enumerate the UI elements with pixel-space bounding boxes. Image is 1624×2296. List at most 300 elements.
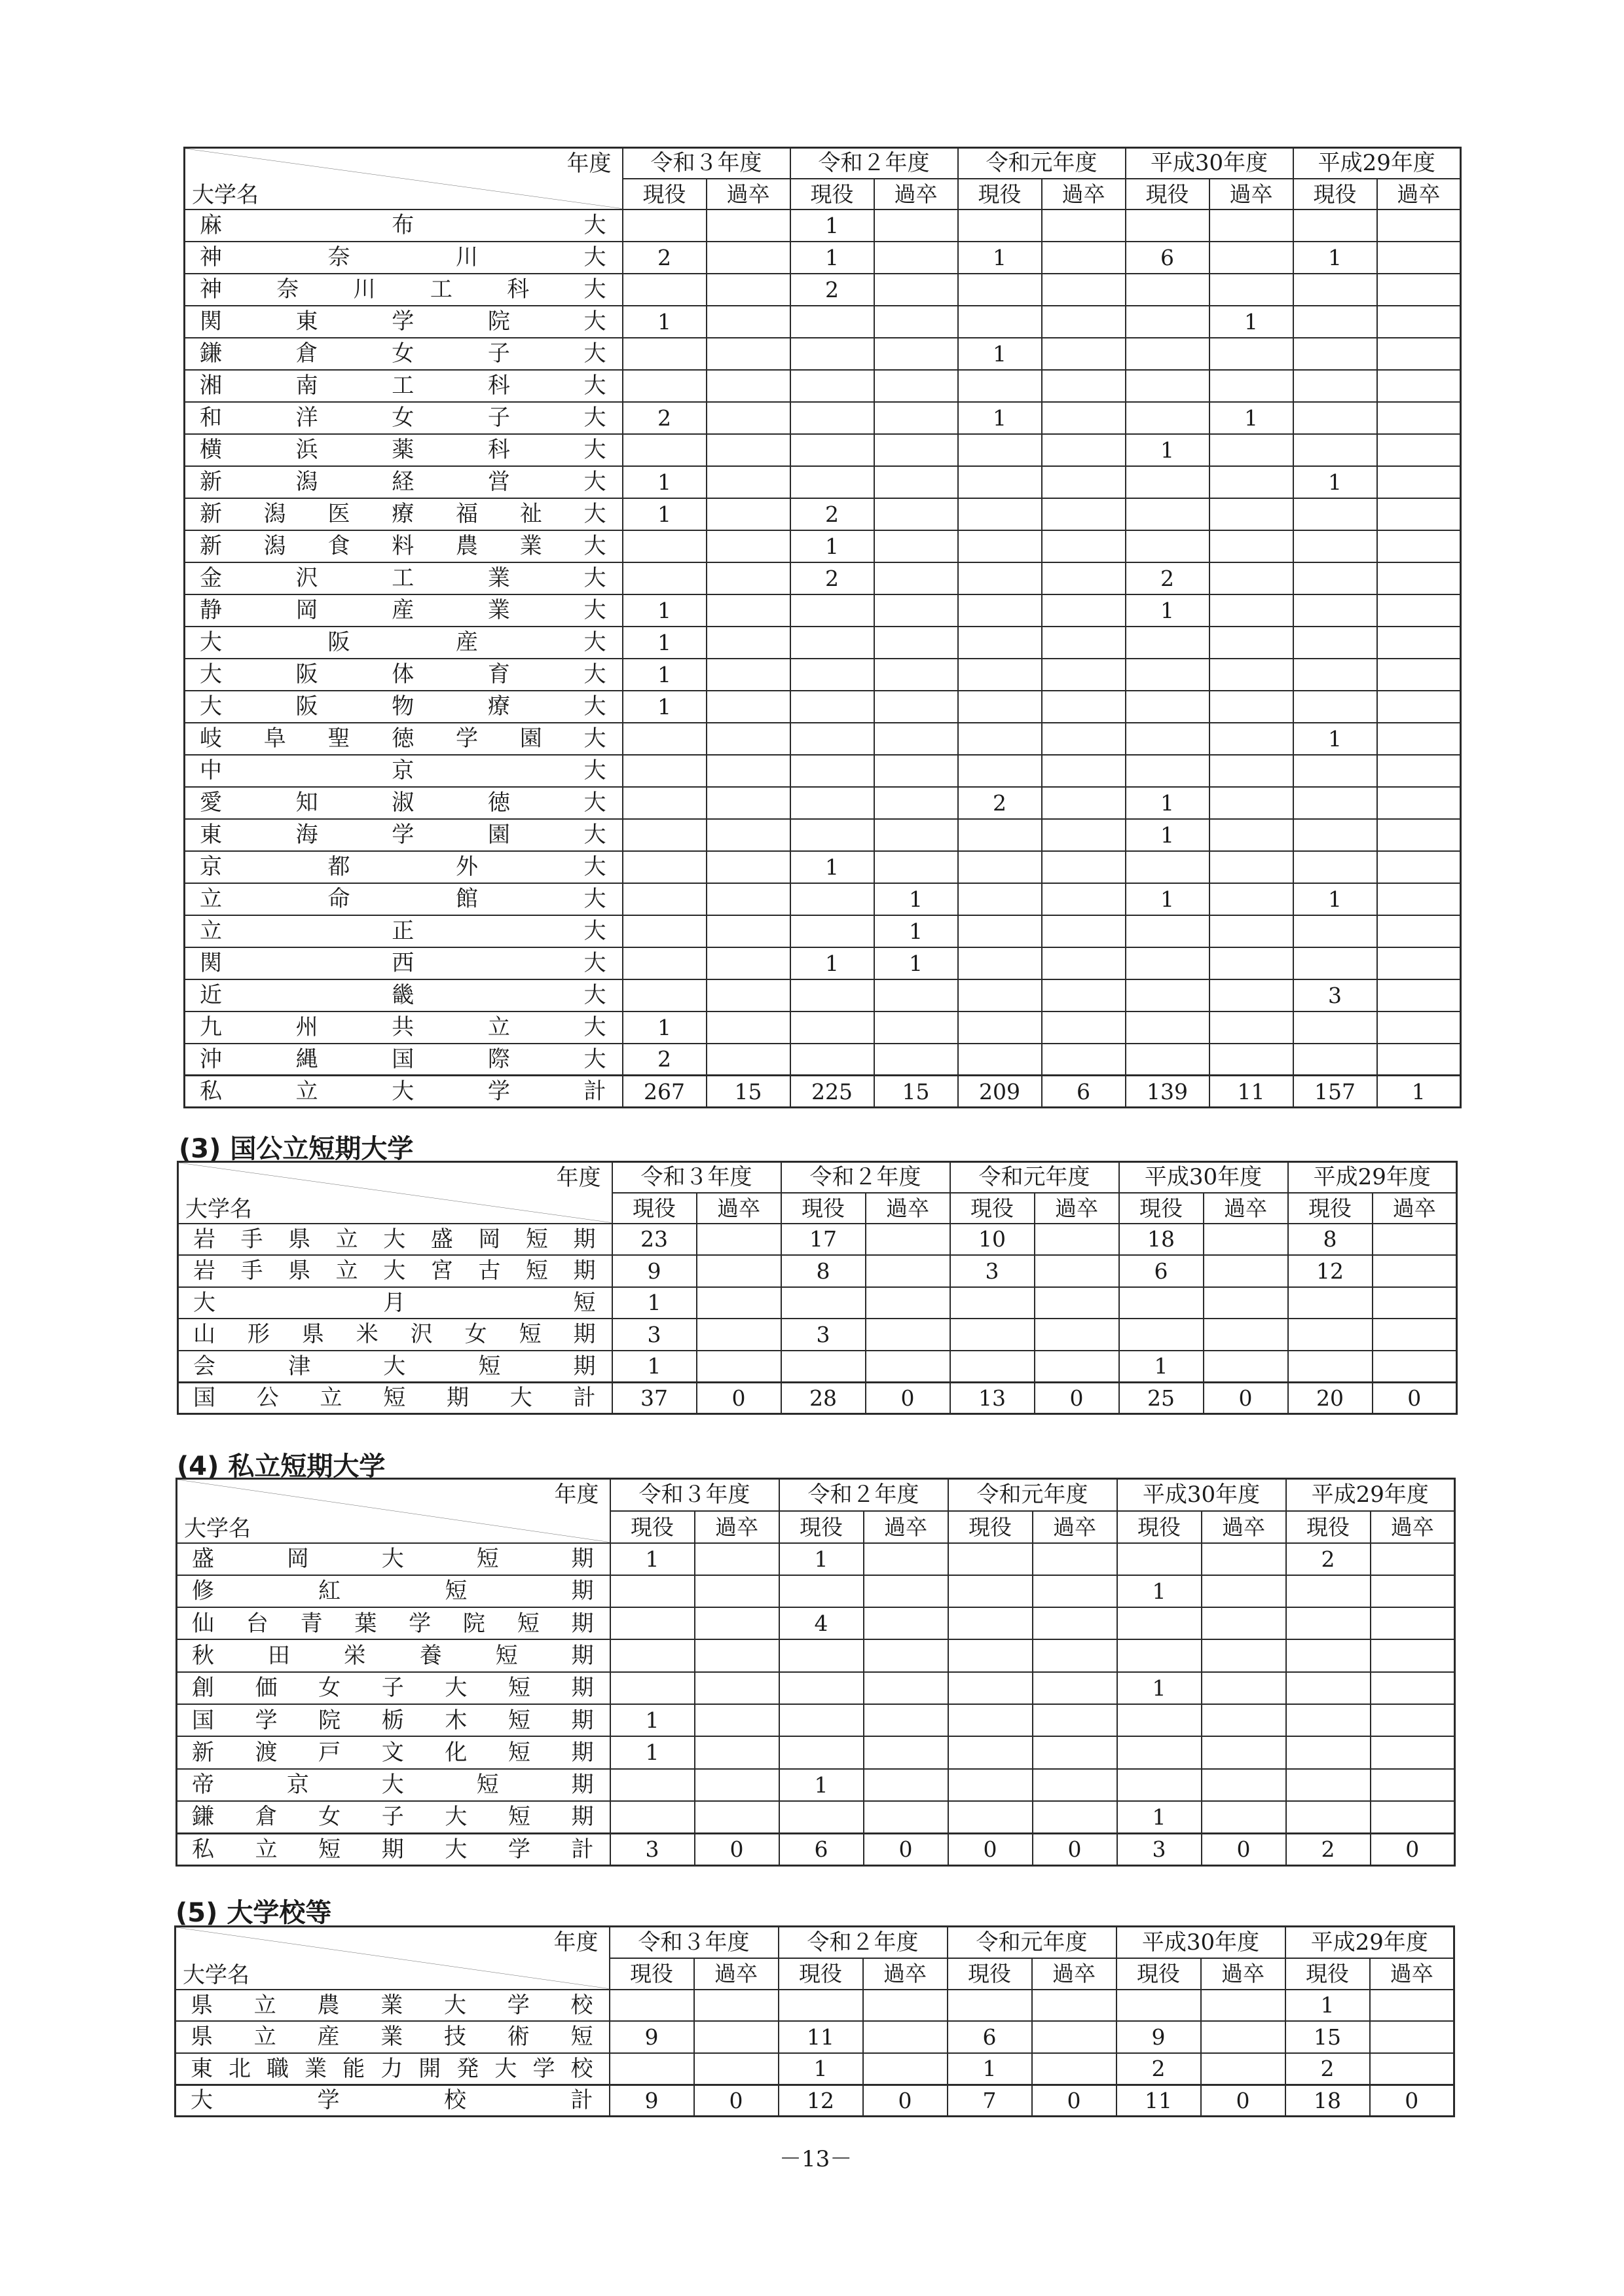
count-current [1293,306,1377,338]
count-graduate: 1 [1209,402,1293,434]
header-university-label: 大学名 [184,1515,251,1542]
table-row [185,979,1461,1011]
count-graduate [1202,1736,1286,1768]
count-graduate [695,1543,779,1575]
university-name: 大阪体育大 [185,659,623,691]
count-graduate: 15 [707,1076,790,1108]
count-graduate [1202,1607,1286,1639]
table-row [185,594,1461,627]
header-graduate: 過卒 [1033,1511,1117,1543]
table-row [185,466,1461,498]
count-current [1286,1769,1371,1801]
section-title-colleges: (5) 大学校等 [175,1898,332,1928]
count-graduate [1202,1672,1286,1704]
count-graduate: 0 [866,1382,950,1414]
count-current [948,1575,1033,1607]
header-year: 平成30年度 [1116,1927,1285,1958]
university-name: 立正大 [185,915,623,947]
count-current: 1 [1126,434,1209,466]
count-graduate [874,242,958,274]
header-graduate: 過卒 [866,1193,950,1224]
count-current: 2 [1126,562,1209,594]
count-graduate [1371,1801,1455,1833]
count-graduate [1032,1990,1116,2022]
university-name: 横浜薬科大 [185,434,623,466]
count-graduate [874,979,958,1011]
university-name: 関東学院大 [185,306,623,338]
count-graduate [1032,2021,1116,2053]
count-current [948,1639,1033,1671]
count-current [781,1287,866,1319]
count-current: 1 [1126,594,1209,627]
table-public-junior-colleges [177,1161,1458,1415]
header-current: 現役 [623,179,707,210]
count-current [790,883,874,915]
count-graduate [707,434,790,466]
count-current [1293,210,1377,242]
count-current [1293,338,1377,370]
count-graduate [1377,370,1461,402]
header-graduate: 過卒 [1204,1193,1288,1224]
count-current [958,562,1042,594]
header-corner [175,1927,610,1990]
total-row [177,1833,1455,1865]
count-graduate [1202,1543,1286,1575]
count-graduate [866,1255,950,1287]
count-current: 2 [1116,2053,1201,2085]
count-current [781,1351,866,1383]
count-graduate [1201,2021,1285,2053]
count-current [790,787,874,819]
count-graduate [866,1287,950,1319]
header-year-label: 年度 [554,1482,599,1508]
header-year: 令和３年度 [610,1479,779,1511]
count-graduate [707,819,790,851]
count-current [948,1990,1032,2022]
count-graduate: 0 [1032,2085,1116,2117]
count-current: 1 [623,1011,707,1044]
count-current [1126,723,1209,755]
count-graduate [1202,1639,1286,1671]
count-current [610,1672,695,1704]
count-current: 4 [779,1607,864,1639]
count-current [1117,1704,1202,1736]
university-name: 大月短 [178,1287,612,1319]
count-graduate [863,2053,948,2085]
count-current: 1 [1117,1801,1202,1833]
count-graduate [1042,274,1126,306]
header-year: 平成29年度 [1285,1927,1454,1958]
count-current: 1 [779,2053,863,2085]
university-name: 湘南工科大 [185,370,623,402]
count-graduate [1371,1575,1455,1607]
count-graduate [1209,723,1293,755]
count-current: 3 [1293,979,1377,1011]
count-graduate [1370,2053,1454,2085]
count-current [1126,530,1209,562]
count-graduate [1209,627,1293,659]
count-graduate [1042,466,1126,498]
count-graduate [707,306,790,338]
count-graduate [697,1319,781,1351]
count-graduate: 1 [874,947,958,979]
header-year: 平成29年度 [1286,1479,1455,1511]
table-row [185,819,1461,851]
count-graduate [1209,851,1293,883]
header-year: 令和元年度 [948,1479,1117,1511]
count-current [623,370,707,402]
count-graduate [1042,402,1126,434]
count-current [623,819,707,851]
count-current [1126,210,1209,242]
university-name: 金沢工業大 [185,562,623,594]
header-graduate: 過卒 [863,1958,948,1990]
count-current [958,370,1042,402]
count-graduate [697,1287,781,1319]
count-current [779,1639,864,1671]
count-graduate [1209,883,1293,915]
count-graduate [1042,883,1126,915]
header-current: 現役 [610,1511,695,1543]
count-current: 1 [623,306,707,338]
total-row [178,1382,1457,1414]
count-current [1293,530,1377,562]
count-current [958,498,1042,530]
count-graduate [707,530,790,562]
count-graduate [864,1769,948,1801]
count-graduate [707,787,790,819]
header-graduate: 過卒 [1371,1511,1455,1543]
count-current: 1 [623,627,707,659]
count-graduate [874,723,958,755]
count-graduate [1377,755,1461,787]
university-name: 関西大 [185,947,623,979]
count-current: 2 [790,498,874,530]
count-graduate [864,1543,948,1575]
count-graduate: 11 [1209,1076,1293,1108]
university-name: 和洋女子大 [185,402,623,434]
count-graduate [1377,434,1461,466]
count-current: 157 [1293,1076,1377,1108]
count-graduate [864,1575,948,1607]
header-graduate: 過卒 [1032,1958,1116,1990]
count-current [1293,915,1377,947]
count-current [1126,466,1209,498]
count-graduate [1042,562,1126,594]
count-graduate [707,755,790,787]
count-graduate [874,787,958,819]
count-graduate [864,1607,948,1639]
count-graduate: 6 [1042,1076,1126,1108]
header-corner [185,148,623,210]
count-graduate [864,1801,948,1833]
header-current: 現役 [948,1511,1033,1543]
header-year: 令和２年度 [781,1162,950,1193]
count-current [1293,851,1377,883]
header-university-label: 大学名 [183,1961,249,1988]
count-graduate [1035,1224,1119,1256]
header-current: 現役 [610,1958,694,1990]
header-year: 令和元年度 [950,1162,1119,1193]
count-graduate [1042,659,1126,691]
count-current [1117,1769,1202,1801]
count-current [1117,1736,1202,1768]
university-name: 創価女子大短期 [177,1672,610,1704]
count-current: 7 [948,2085,1032,2117]
header-year: 令和元年度 [958,148,1126,179]
count-current [950,1319,1035,1351]
table-row [185,787,1461,819]
header-year: 平成29年度 [1293,148,1461,179]
count-current [958,627,1042,659]
count-graduate [1377,338,1461,370]
table-row [185,402,1461,434]
count-graduate [1371,1607,1455,1639]
total-row [175,2085,1454,2117]
count-current: 1 [612,1351,697,1383]
count-current [1126,306,1209,338]
count-graduate [1370,2021,1454,2053]
count-graduate [695,1736,779,1768]
table-row [175,2053,1454,2085]
count-graduate [874,562,958,594]
count-graduate [1377,915,1461,947]
count-current [1126,338,1209,370]
university-name: 帝京大短期 [177,1769,610,1801]
count-graduate [1033,1607,1117,1639]
count-graduate [707,723,790,755]
count-graduate [1371,1672,1455,1704]
count-graduate [1373,1224,1457,1256]
count-graduate [1371,1769,1455,1801]
count-graduate [1377,979,1461,1011]
count-graduate [1042,530,1126,562]
count-graduate [874,659,958,691]
university-name: 大阪産大 [185,627,623,659]
university-name: 私立大学計 [185,1076,623,1108]
count-graduate [874,338,958,370]
table-row [185,242,1461,274]
table-row [178,1255,1457,1287]
header-year-label: 年度 [556,1165,601,1191]
table-row [185,851,1461,883]
count-graduate [874,434,958,466]
count-graduate [1035,1351,1119,1383]
count-graduate [1377,594,1461,627]
count-graduate [874,691,958,723]
count-graduate [1032,2053,1116,2085]
count-current: 9 [610,2085,694,2117]
count-graduate [1042,498,1126,530]
count-current [779,1672,864,1704]
table-row [177,1607,1455,1639]
header-graduate: 過卒 [874,179,958,210]
count-current [1293,370,1377,402]
count-current [1286,1607,1371,1639]
count-graduate [864,1672,948,1704]
count-graduate: 1 [1209,306,1293,338]
count-current [623,883,707,915]
count-current: 11 [1116,2085,1201,2117]
count-current [958,530,1042,562]
count-current: 12 [779,2085,863,2117]
count-graduate [1035,1319,1119,1351]
header-year: 令和２年度 [790,148,958,179]
header-graduate: 過卒 [1202,1511,1286,1543]
university-name: 大阪物療大 [185,691,623,723]
count-current [610,1575,695,1607]
count-current [948,1607,1033,1639]
count-current [958,306,1042,338]
count-current [1126,498,1209,530]
header-year: 令和元年度 [948,1927,1116,1958]
count-graduate [1033,1736,1117,1768]
count-current [1126,851,1209,883]
count-graduate [1209,691,1293,723]
count-current [623,274,707,306]
count-graduate: 0 [864,1833,948,1865]
count-graduate [707,627,790,659]
header-corner [178,1162,612,1224]
header-graduate: 過卒 [1370,1958,1454,1990]
count-current [790,594,874,627]
count-current [790,338,874,370]
count-current [948,1704,1033,1736]
header-graduate: 過卒 [1377,179,1461,210]
header-current: 現役 [958,179,1042,210]
count-graduate [694,2021,779,2053]
count-current [958,659,1042,691]
count-current [1126,402,1209,434]
table-row [178,1287,1457,1319]
count-current [790,1044,874,1076]
count-current [1293,594,1377,627]
count-graduate [707,915,790,947]
count-current [790,1011,874,1044]
count-current [790,723,874,755]
count-current [610,1769,695,1801]
count-graduate [874,210,958,242]
count-current [1126,979,1209,1011]
count-current: 1 [958,242,1042,274]
table-row [185,915,1461,947]
count-graduate [1377,274,1461,306]
count-current: 1 [790,947,874,979]
university-name: 修紅短期 [177,1575,610,1607]
count-current [1126,370,1209,402]
university-name: 新潟医療福祉大 [185,498,623,530]
count-current [779,1801,864,1833]
count-current [790,434,874,466]
count-graduate: 1 [1377,1076,1461,1108]
count-graduate [866,1351,950,1383]
count-current [1293,1011,1377,1044]
count-current: 1 [779,1543,864,1575]
count-graduate [1377,627,1461,659]
count-current [790,466,874,498]
header-university-label: 大学名 [192,181,259,208]
table-private-junior-colleges [175,1478,1456,1867]
count-graduate [707,338,790,370]
count-current [958,851,1042,883]
table-row [175,1990,1454,2022]
count-graduate [1373,1255,1457,1287]
section-title-private-junior-colleges: (4) 私立短期大学 [177,1451,386,1482]
table-row [175,2021,1454,2053]
count-graduate [1377,1044,1461,1076]
count-current: 3 [1117,1833,1202,1865]
count-graduate [695,1607,779,1639]
table-row [185,947,1461,979]
count-graduate [1209,594,1293,627]
university-name: 秋田栄養短期 [177,1639,610,1671]
header-current: 現役 [612,1193,697,1224]
university-name: 会津大短期 [178,1351,612,1383]
count-graduate: 0 [695,1833,779,1865]
count-graduate: 0 [1035,1382,1119,1414]
table-row [177,1801,1455,1833]
university-name: 新潟経営大 [185,466,623,498]
count-current: 6 [1119,1255,1204,1287]
count-graduate [864,1736,948,1768]
count-graduate [1042,1044,1126,1076]
count-graduate [1042,691,1126,723]
university-name: 岩手県立大宮古短期 [178,1255,612,1287]
count-current [958,883,1042,915]
count-graduate [1209,498,1293,530]
count-graduate [1209,915,1293,947]
count-current: 18 [1119,1224,1204,1256]
count-current [1288,1319,1373,1351]
count-graduate [1042,627,1126,659]
count-current [1116,1990,1201,2022]
count-current: 1 [1119,1351,1204,1383]
count-graduate [1209,210,1293,242]
count-current: 25 [1119,1382,1204,1414]
table-row [185,434,1461,466]
count-current [950,1287,1035,1319]
university-name: 国学院栃木短期 [177,1704,610,1736]
count-graduate [707,402,790,434]
count-graduate [1209,530,1293,562]
count-graduate [1042,915,1126,947]
count-graduate [1035,1255,1119,1287]
count-current [1117,1543,1202,1575]
table-row [185,755,1461,787]
count-graduate [1377,562,1461,594]
university-name: 九州共立大 [185,1011,623,1044]
count-current: 1 [779,1769,864,1801]
count-current [1293,1044,1377,1076]
table-row [177,1769,1455,1801]
count-current [623,979,707,1011]
header-current: 現役 [1293,179,1377,210]
count-current: 1 [1293,466,1377,498]
count-graduate [864,1704,948,1736]
table-row [185,691,1461,723]
header-current: 現役 [779,1958,863,1990]
header-current: 現役 [1126,179,1209,210]
university-name: 大学校計 [175,2085,610,2117]
count-current: 0 [948,1833,1033,1865]
table-row [177,1704,1455,1736]
count-graduate [1042,787,1126,819]
count-current [610,1990,694,2022]
count-current: 28 [781,1382,866,1414]
count-graduate [695,1639,779,1671]
university-name: 神奈川工科大 [185,274,623,306]
count-current: 9 [612,1255,697,1287]
